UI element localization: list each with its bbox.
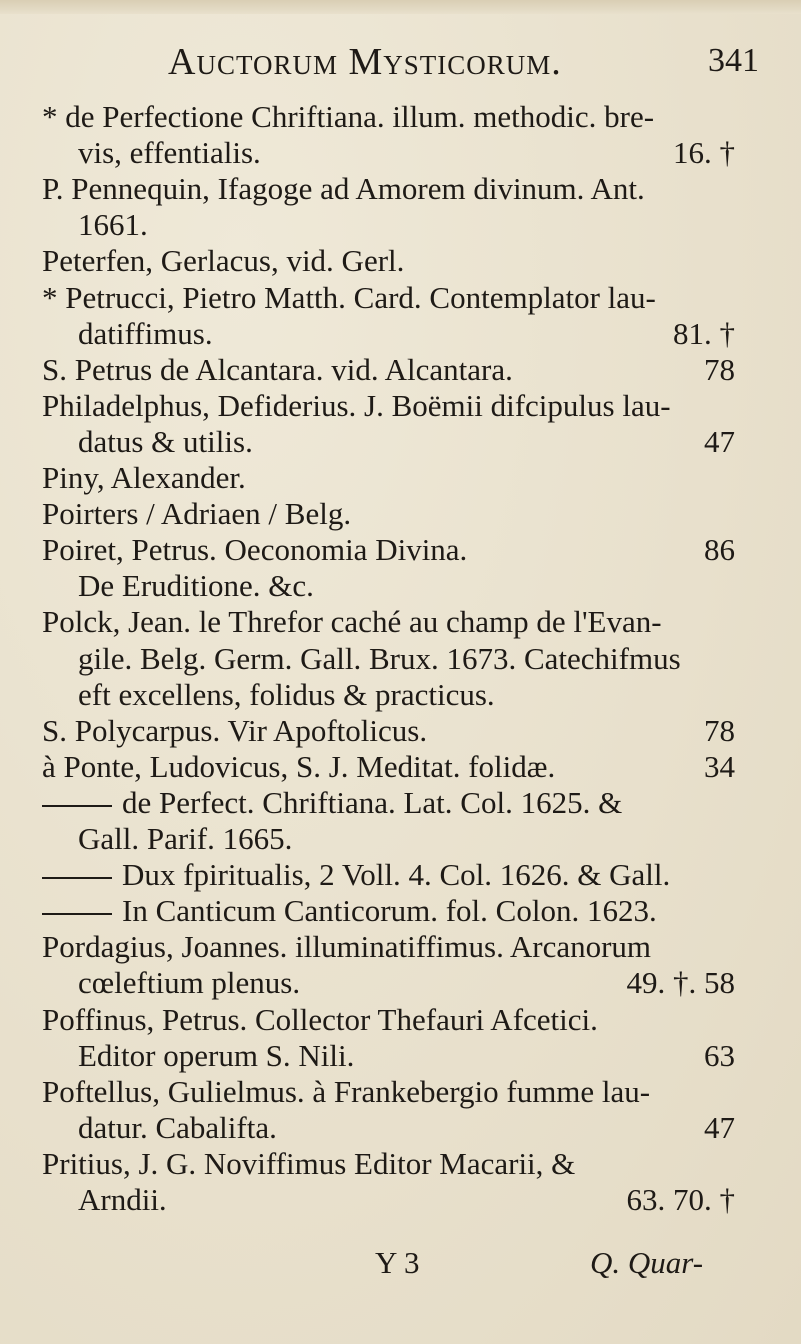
line-text: In Canticum Canticorum. fol. Colon. 1623. <box>122 893 657 928</box>
line-text: Poirters / Adriaen / Belg. <box>42 496 352 531</box>
signature-mark: Y 3 <box>375 1245 420 1280</box>
text-line <box>0 1180 801 1222</box>
page-top-edge <box>0 0 801 14</box>
line-text: Dux fpiritualis, 2 Voll. 4. Col. 1626. & Gall. <box>122 857 671 892</box>
line-text: Gall. Parif. 1665. <box>78 821 293 856</box>
line-text: datur. Cabalifta. <box>78 1110 277 1145</box>
page-reference: 47 <box>704 1110 735 1145</box>
page-reference: 49. †. 58 <box>626 965 735 1000</box>
catchword: Q. Quar- <box>590 1245 704 1280</box>
text-line <box>0 963 801 1005</box>
page-reference: 63 <box>704 1038 735 1073</box>
line-text: S. Petrus de Alcantara. vid. Alcantara. <box>42 352 513 387</box>
line-text: cœleftium plenus. <box>78 965 301 1000</box>
page-footer <box>0 1245 801 1289</box>
running-header <box>0 40 801 86</box>
line-text: Piny, Alexander. <box>42 460 246 495</box>
line-text: datiffimus. <box>78 316 213 351</box>
line-text: Editor operum S. Nili. <box>78 1038 355 1073</box>
line-text: P. Pennequin, Ifagoge ad Amorem divinum. Ant. <box>42 171 645 206</box>
line-text: S. Polycarpus. Vir Apoftolicus. <box>42 713 428 748</box>
line-text: Poiret, Petrus. Oeconomia Divina. <box>42 532 468 567</box>
line-text: de Perfect. Chriftiana. Lat. Col. 1625. & <box>122 785 623 820</box>
line-text: gile. Belg. Germ. Gall. Brux. 1673. Catechifmus <box>78 641 681 676</box>
line-text: Poftellus, Gulielmus. à Frankebergio fumme lau- <box>42 1074 651 1109</box>
line-text: datus & utilis. <box>78 424 253 459</box>
text-line <box>0 241 801 283</box>
line-text: à Ponte, Ludovicus, S. J. Meditat. folidæ. <box>42 749 556 784</box>
page-reference: 86 <box>704 532 735 567</box>
line-text: * Petrucci, Pietro Matth. Card. Contemplator lau- <box>42 280 656 315</box>
line-text: Poffinus, Petrus. Collector Thefauri Afcetici. <box>42 1002 598 1037</box>
line-text: De Eruditione. &c. <box>78 568 314 603</box>
page-reference: 78 <box>704 352 735 387</box>
page-reference: 78 <box>704 713 735 748</box>
line-text: vis, effentialis. <box>78 135 261 170</box>
running-title: Auctorum Mysticorum. <box>168 41 562 83</box>
line-text: * de Perfectione Chriftiana. illum. methodic. bre- <box>42 99 655 134</box>
line-text: 1661. <box>78 207 148 242</box>
line-text: Arndii. <box>78 1182 167 1217</box>
page-reference: 63. 70. † <box>626 1182 735 1217</box>
text-line <box>0 602 801 644</box>
line-text: Polck, Jean. le Threfor caché au champ de l'Evan- <box>42 604 662 639</box>
line-text: Philadelphus, Defiderius. J. Boëmii difcipulus lau- <box>42 388 671 423</box>
line-text: Peterfen, Gerlacus, vid. Gerl. <box>42 243 405 278</box>
page-reference: 81. † <box>673 316 735 351</box>
page-reference: 16. † <box>673 135 735 170</box>
page-reference: 47 <box>704 424 735 459</box>
line-text: Pritius, J. G. Noviffimus Editor Macarii, & <box>42 1146 576 1181</box>
line-text: Pordagius, Joannes. illuminatiffimus. Arcanorum <box>42 929 652 964</box>
line-text: eft excellens, folidus & practicus. <box>78 677 495 712</box>
page-number: 341 <box>708 42 759 79</box>
page-reference: 34 <box>704 749 735 784</box>
